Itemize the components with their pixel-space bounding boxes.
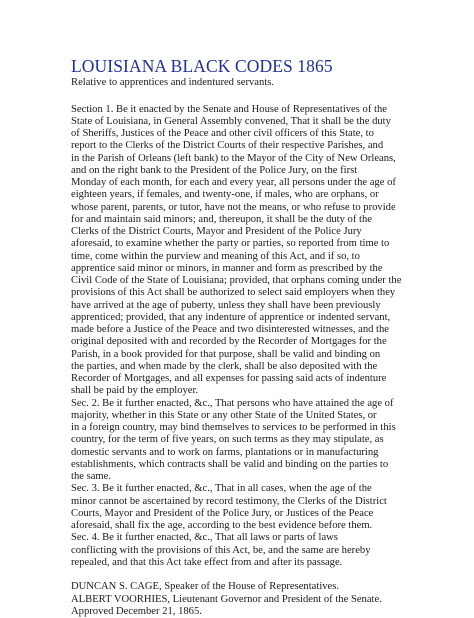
body-line: Civil Code of the State of Louisiana; provided, that orphans coming under the xyxy=(71,275,416,287)
document-page xyxy=(71,56,416,618)
body-line: State of Louisiana, in General Assembly convened, That it shall be the duty xyxy=(71,116,416,128)
body-line: for and maintain said minors; and, thereupon, it shall be the duty of the xyxy=(71,214,416,226)
body-line: original deposited with and recorded by the Recorder of Mortgages for the xyxy=(71,336,416,348)
body-line: Sec. 4. Be it further enacted, &c., That all laws or parts of laws xyxy=(71,532,416,544)
signature-line: ALBERT VOORHIES, Lieutenant Governor and President of the Senate. xyxy=(71,594,416,606)
document-body xyxy=(71,104,416,618)
body-line: Clerks of the District Courts, Mayor and President of the Police Jury xyxy=(71,226,416,238)
body-line: apprenticed; provided, that any indenture of apprentice or indented servant, xyxy=(71,312,416,324)
body-line: minor cannot be ascertained by record testimony, the Clerks of the District xyxy=(71,496,416,508)
body-line: conflicting with the provisions of this Act, be, and the same are hereby xyxy=(71,545,416,557)
body-line: domestic servants and to work on farms, plantations or in manufacturing xyxy=(71,447,416,459)
body-line: whose parent, parents, or tutor, have not the means, or who refuse to provide xyxy=(71,202,416,214)
body-line: the parties, and when made by the clerk, shall be also deposited with the xyxy=(71,361,416,373)
body-line: Courts, Mayor and President of the Police Jury, or Justices of the Peace xyxy=(71,508,416,520)
body-line: time, come within the purview and meaning of this Act, and if so, to xyxy=(71,251,416,263)
body-line: Section 1. Be it enacted by the Senate and House of Representatives of the xyxy=(71,104,416,116)
body-line: Recorder of Mortgages, and all expenses for passing said acts of indenture xyxy=(71,373,416,385)
signature-line: Approved December 21, 1865. xyxy=(71,606,416,618)
body-line: of Sheriffs, Justices of the Peace and other civil officers of this State, to xyxy=(71,128,416,140)
body-line: repealed, and that this Act take effect from and after its passage. xyxy=(71,557,416,569)
body-line: Monday of each month, for each and every year, all persons under the age of xyxy=(71,177,416,189)
document-title: LOUISIANA BLACK CODES 1865 xyxy=(71,56,416,76)
paragraph-gap xyxy=(71,569,416,581)
body-line: and on the right bank to the President of the Police Jury, on the first xyxy=(71,165,416,177)
body-line: Parish, in a book provided for that purpose, shall be valid and binding on xyxy=(71,349,416,361)
body-line: in a foreign country, may bind themselves to services to be performed in this xyxy=(71,422,416,434)
document-subtitle: Relative to apprentices and indentured servants. xyxy=(71,77,416,90)
body-line: establishments, which contracts shall be valid and binding on the parties to xyxy=(71,459,416,471)
body-line: Sec. 3. Be it further enacted, &c., That in all cases, when the age of the xyxy=(71,483,416,495)
body-line: provisions of this Act shall be authorized to select said employers when they xyxy=(71,287,416,299)
signature-line: DUNCAN S. CAGE, Speaker of the House of Representatives. xyxy=(71,581,416,593)
body-line: aforesaid, shall fix the age, according to the best evidence before them. xyxy=(71,520,416,532)
body-line: aforesaid, to examine whether the party or parties, so reported from time to xyxy=(71,238,416,250)
body-line: report to the Clerks of the District Courts of their respective Parishes, and xyxy=(71,140,416,152)
body-line: made before a Justice of the Peace and two disinterested witnesses, and the xyxy=(71,324,416,336)
body-line: shall be paid by the employer. xyxy=(71,385,416,397)
body-line: Sec. 2. Be it further enacted, &c., That persons who have attained the age of xyxy=(71,398,416,410)
body-line: eighteen years, if females, and twenty-one, if males, who are orphans, or xyxy=(71,189,416,201)
body-line: majority, whether in this State or any other State of the United States, or xyxy=(71,410,416,422)
body-line: apprentice said minor or minors, in manner and form as prescribed by the xyxy=(71,263,416,275)
body-line: in the Parish of Orleans (left bank) to the Mayor of the City of New Orleans, xyxy=(71,153,416,165)
body-line: country, for the term of five years, on such terms as they may stipulate, as xyxy=(71,434,416,446)
body-line: the same. xyxy=(71,471,416,483)
body-line: have arrived at the age of puberty, unless they shall have been previously xyxy=(71,300,416,312)
